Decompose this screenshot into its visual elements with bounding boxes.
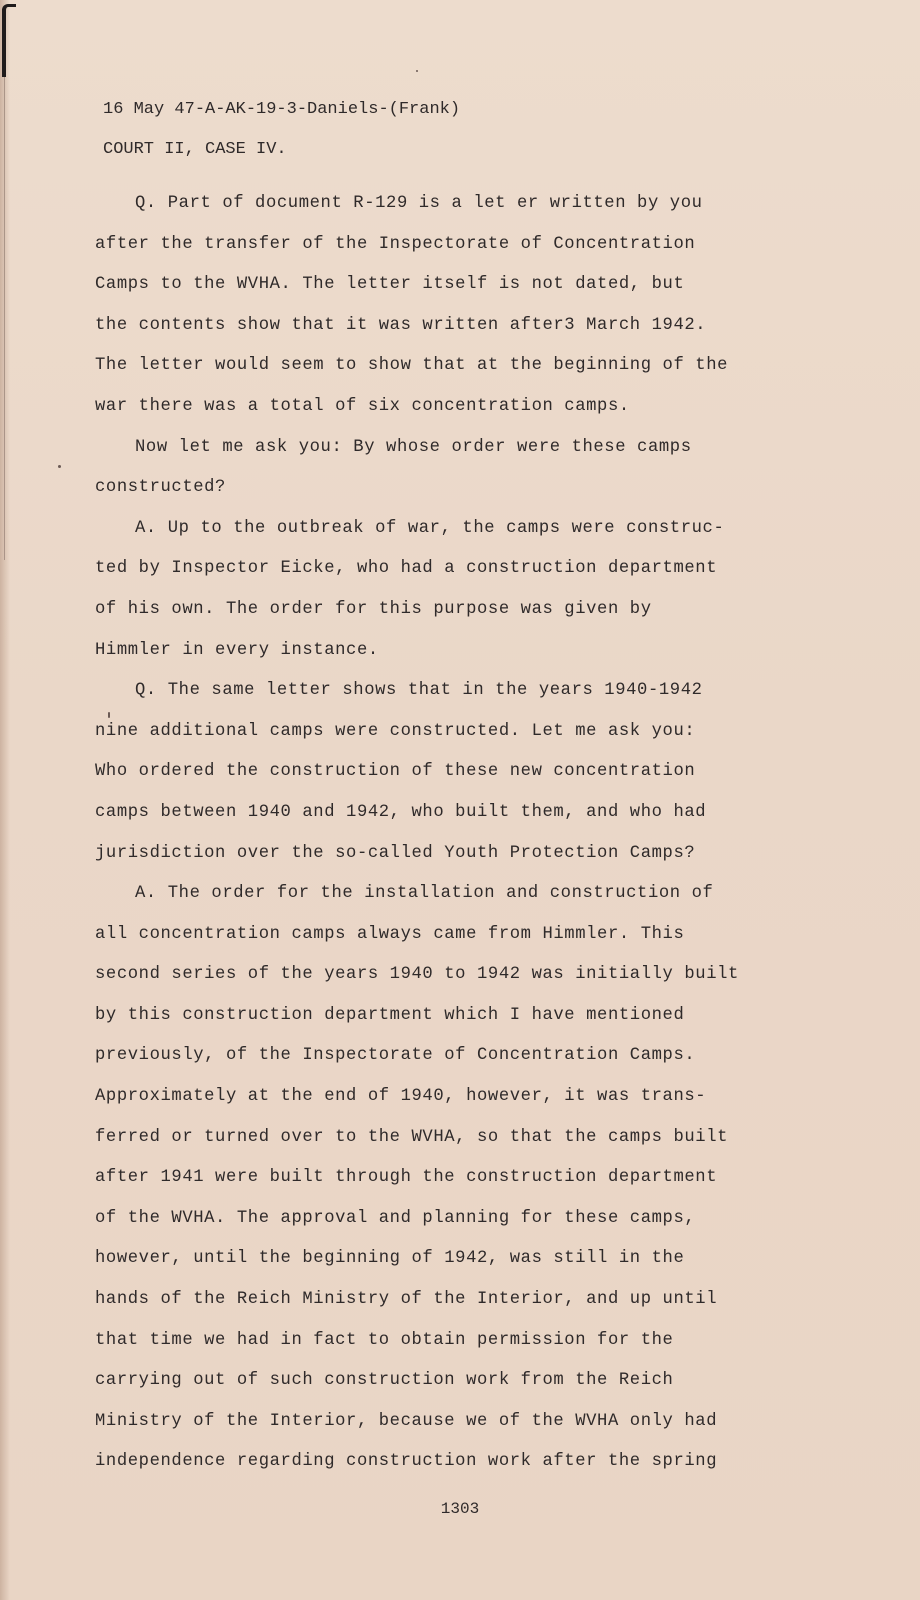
text-line: nine additional camps were constructed. Let me ask you: (95, 721, 696, 741)
text-line: Camps to the WVHA. The letter itself is not dated, but (95, 275, 685, 295)
text-line: previously, of the Inspectorate of Concentration Camps. (95, 1046, 696, 1066)
text-line: of the WVHA. The approval and planning for these camps, (95, 1208, 696, 1228)
text-line: Now let me ask you: By whose order were these camps (135, 437, 692, 457)
text-line: Ministry of the Interior, because we of the WVHA only had (95, 1411, 718, 1431)
text-line: Who ordered the construction of these new concentration (95, 762, 696, 782)
text-line: Approximately at the end of 1940, however, it was trans- (95, 1087, 707, 1107)
text-line: Q. The same letter shows that in the years 1940-1942 (135, 681, 703, 701)
corner-bracket-mark (2, 4, 16, 77)
document-header (103, 90, 823, 170)
text-line: second series of the years 1940 to 1942 was initially built (95, 965, 739, 985)
text-line: carrying out of such construction work from the Reich (95, 1371, 674, 1391)
text-line: the contents show that it was written after3 March 1942. (95, 315, 707, 335)
text-line: however, until the beginning of 1942, was still in the (95, 1249, 685, 1269)
text-line: after the transfer of the Inspectorate of Concentration (95, 234, 696, 254)
text-line: jurisdiction over the so-called Youth Protection Camps? (95, 843, 696, 863)
text-line: that time we had in fact to obtain permission for the (95, 1330, 674, 1350)
text-line: after 1941 were built through the construction department (95, 1168, 718, 1188)
text-line: Himmler in every instance. (95, 640, 379, 660)
text-line: A. The order for the installation and construction of (135, 884, 714, 904)
text-line: The letter would seem to show that at the beginning of the (95, 356, 729, 376)
transcript-body (95, 184, 825, 1483)
text-line: by this construction department which I have mentioned (95, 1005, 685, 1025)
text-line: constructed? (95, 478, 226, 498)
page-edge-marks (4, 20, 19, 560)
text-line: all concentration camps always came from Himmler. This (95, 924, 685, 944)
page-number: 1303 (440, 1500, 480, 1518)
text-line: ted by Inspector Eicke, who had a construction department (95, 559, 718, 579)
text-line: of his own. The order for this purpose was given by (95, 599, 652, 619)
text-line: Q. Part of document R-129 is a let er written by you (135, 194, 703, 213)
text-line: hands of the Reich Ministry of the Interior, and up until (95, 1290, 718, 1310)
text-line: ferred or turned over to the WVHA, so that the camps built (95, 1127, 729, 1147)
ink-speck (416, 70, 418, 72)
text-line: war there was a total of six concentration camps. (95, 396, 630, 416)
text-line: camps between 1940 and 1942, who built them, and who had (95, 802, 707, 822)
ink-speck (58, 465, 61, 468)
header-reference-line: 16 May 47-A-AK-19-3-Daniels-(Frank) (103, 100, 461, 119)
text-line: A. Up to the outbreak of war, the camps were construc- (135, 518, 725, 538)
text-line: independence regarding construction work after the spring (95, 1452, 718, 1472)
header-court-line: COURT II, CASE IV. (103, 140, 287, 159)
